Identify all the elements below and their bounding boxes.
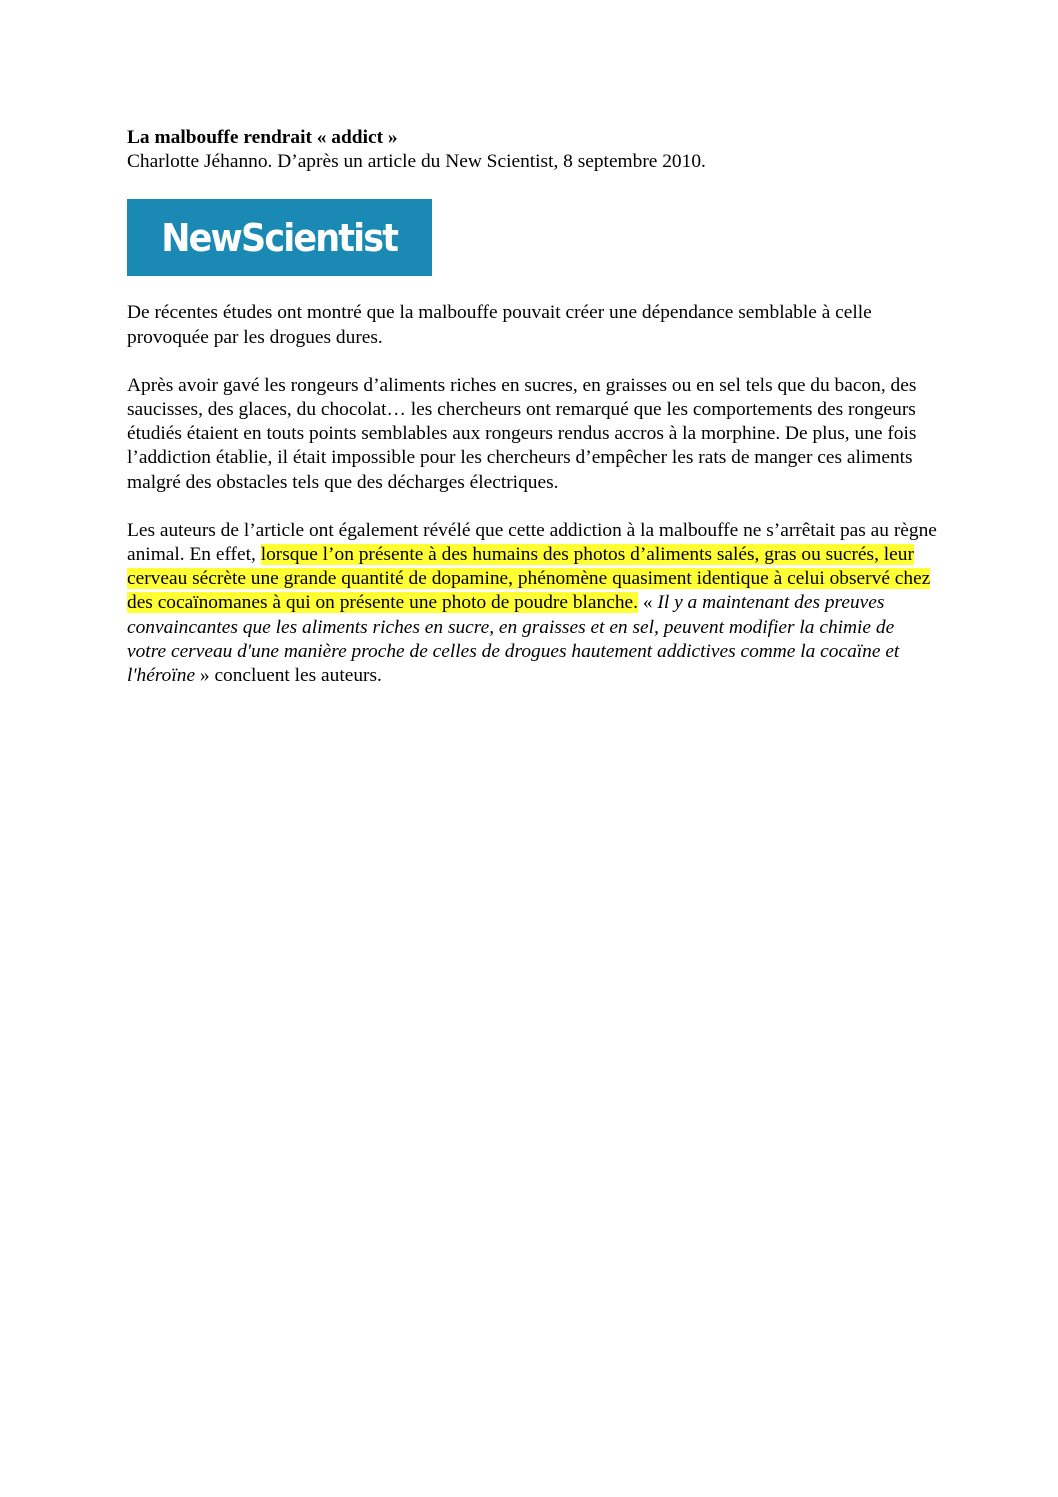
paragraph-2: Après avoir gavé les rongeurs d’aliments riches en sucres, en graisses ou en sel tels que du bacon, des saucisses, des glaces, du chocolat… les chercheurs ont remarqué que les comportements des rongeurs étudiés étaient en touts points semblables aux rongeurs rendus accros à la morphine. De plus, une fois l’addiction établie, il était impossible pour les chercheurs d’empêcher les rats de manger ces aliments malgré des obstacles tels que des décharges électriques. [127,374,917,493]
highlighted-text: lorsque l’on présente à des humains des photos d’aliments salés, gras ou sucrés, leur cerveau sécrète une grande quantité de dopamine, phénomène quasiment identique à celui observé chez des cocaïnomanes à qui on présente une photo de poudre blanche. [127,544,931,614]
quote-open-mark: « [637,592,658,614]
logo-text: NewScientist [161,215,398,260]
new-scientist-logo [127,199,432,276]
article [127,126,937,688]
article-byline: Charlotte Jéhanno. D’après un article du New Scientist, 8 septembre 2010. [127,151,706,173]
paragraph-1: De récentes études ont montré que la malbouffe pouvait créer une dépendance semblable à celle provoquée par les drogues dures. [127,302,872,348]
paragraph-3-intro: Les auteurs de l’article ont également révélé que cette addiction à la malbouffe ne s’arrêtait pas au règne animal. En effet, [127,519,937,566]
paragraph-3-outro: » concluent les auteurs. [195,665,382,687]
article-title: La malbouffe rendrait « addict » [127,127,398,148]
quote-text: Il y a maintenant des preuves convaincantes que les aliments riches en sucre, en graisses et en sel, peuvent modifier la chimie de votre cerveau d'une manière proche de celles de drogues hautement addictives comme la cocaïne et l'héroïne [127,592,900,687]
paragraph-3 [127,519,937,688]
